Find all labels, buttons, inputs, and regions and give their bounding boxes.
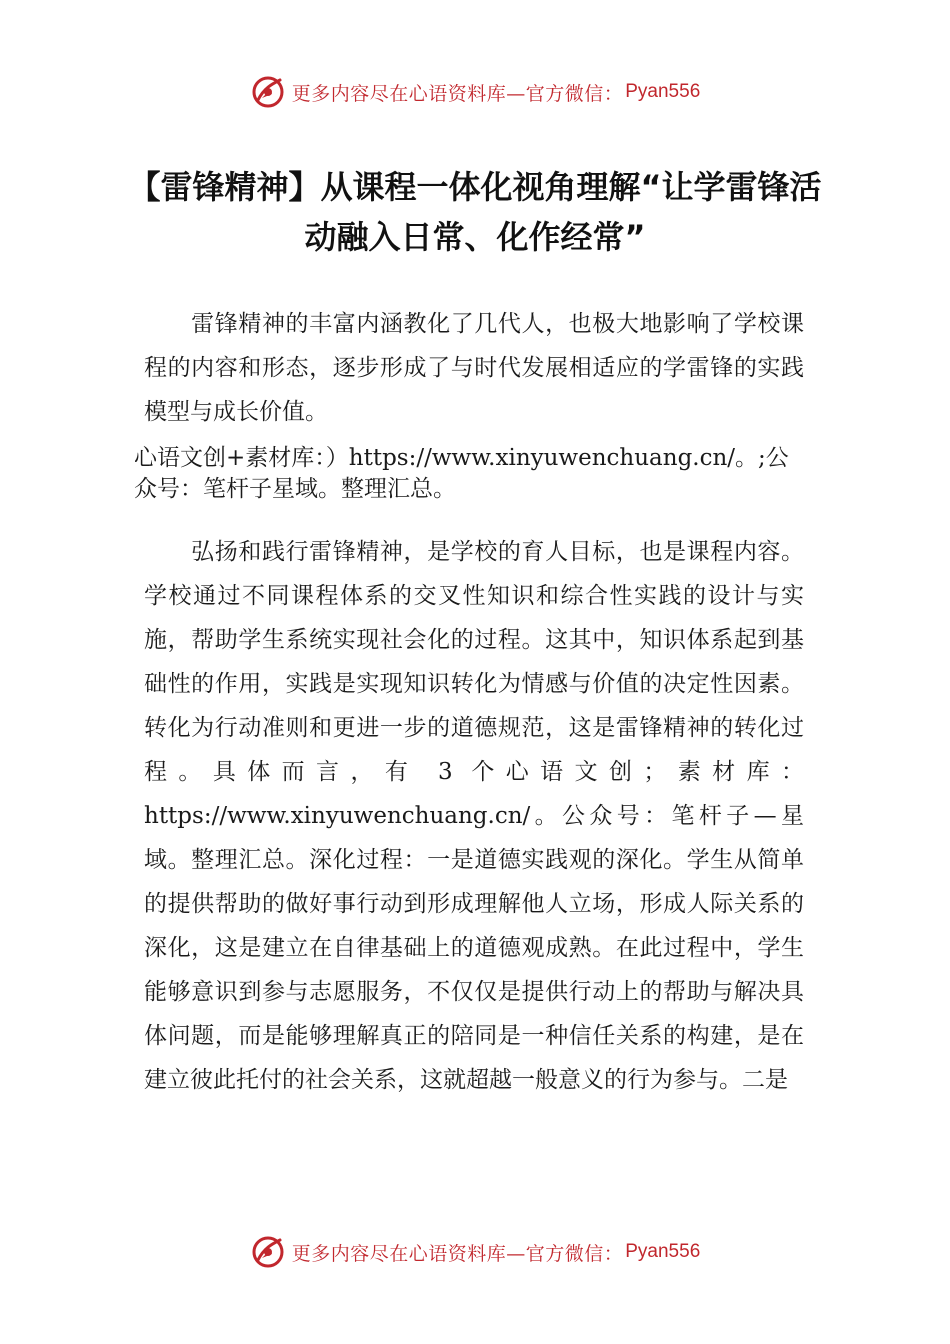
header-banner <box>0 70 950 114</box>
article-title: 【雷锋精神】从课程一体化视角理解“让学雷锋活动融入日常、化作经常” <box>128 168 822 256</box>
source-note: 心语文创+素材库：）https://www.xinyuwenchuang.cn/。;公众号：笔杆子星域。整理汇总。 <box>134 445 789 502</box>
footer-banner <box>0 1230 950 1274</box>
banner-text: 更多内容尽在心语资料库—官方微信： <box>291 1242 624 1265</box>
brush-swirl-logo-icon <box>250 1234 286 1270</box>
paragraph-body: 弘扬和践行雷锋精神，是学校的育人目标，也是课程内容。学校通过不同课程体系的交叉性知识和综合性实践的设计与实施，帮助学生系统实现社会化的过程。这其中，知识体系起到基础性的作用，实践是实现知识转化为情感与价值的决定性因素。转化为行动准则和更进一步的道德规范，这是雷锋精神的转化过程。具体而言，有 3 个心语文创；素材库：https://www.xinyuwenchuang.cn/。公众号：笔杆子—星域。整理汇总。深化过程：一是道德实践观的深化。学生从简单的提供帮助的做好事行动到形成理解他人立场，形成人际关系的深化，这是建立在自律基础上的道德观成熟。在此过程中，学生能够意识到参与志愿服务，不仅仅是提供行动上的帮助与解决具体问题，而是能够理解真正的陪同是一种信任关系的构建，是在建立彼此托付的社会关系，这就超越一般意义的行为参与。二是 <box>144 539 804 1093</box>
banner-wechat-id: Pyan556 <box>625 1241 701 1262</box>
paragraph-intro: 雷锋精神的丰富内涵教化了几代人，也极大地影响了学校课程的内容和形态，逐步形成了与时代发展相适应的学雷锋的实践模型与成长价值。 <box>144 311 804 425</box>
banner-wechat-id: Pyan556 <box>625 81 701 102</box>
banner-text: 更多内容尽在心语资料库—官方微信： <box>291 82 624 105</box>
brush-swirl-logo-icon <box>250 74 286 110</box>
